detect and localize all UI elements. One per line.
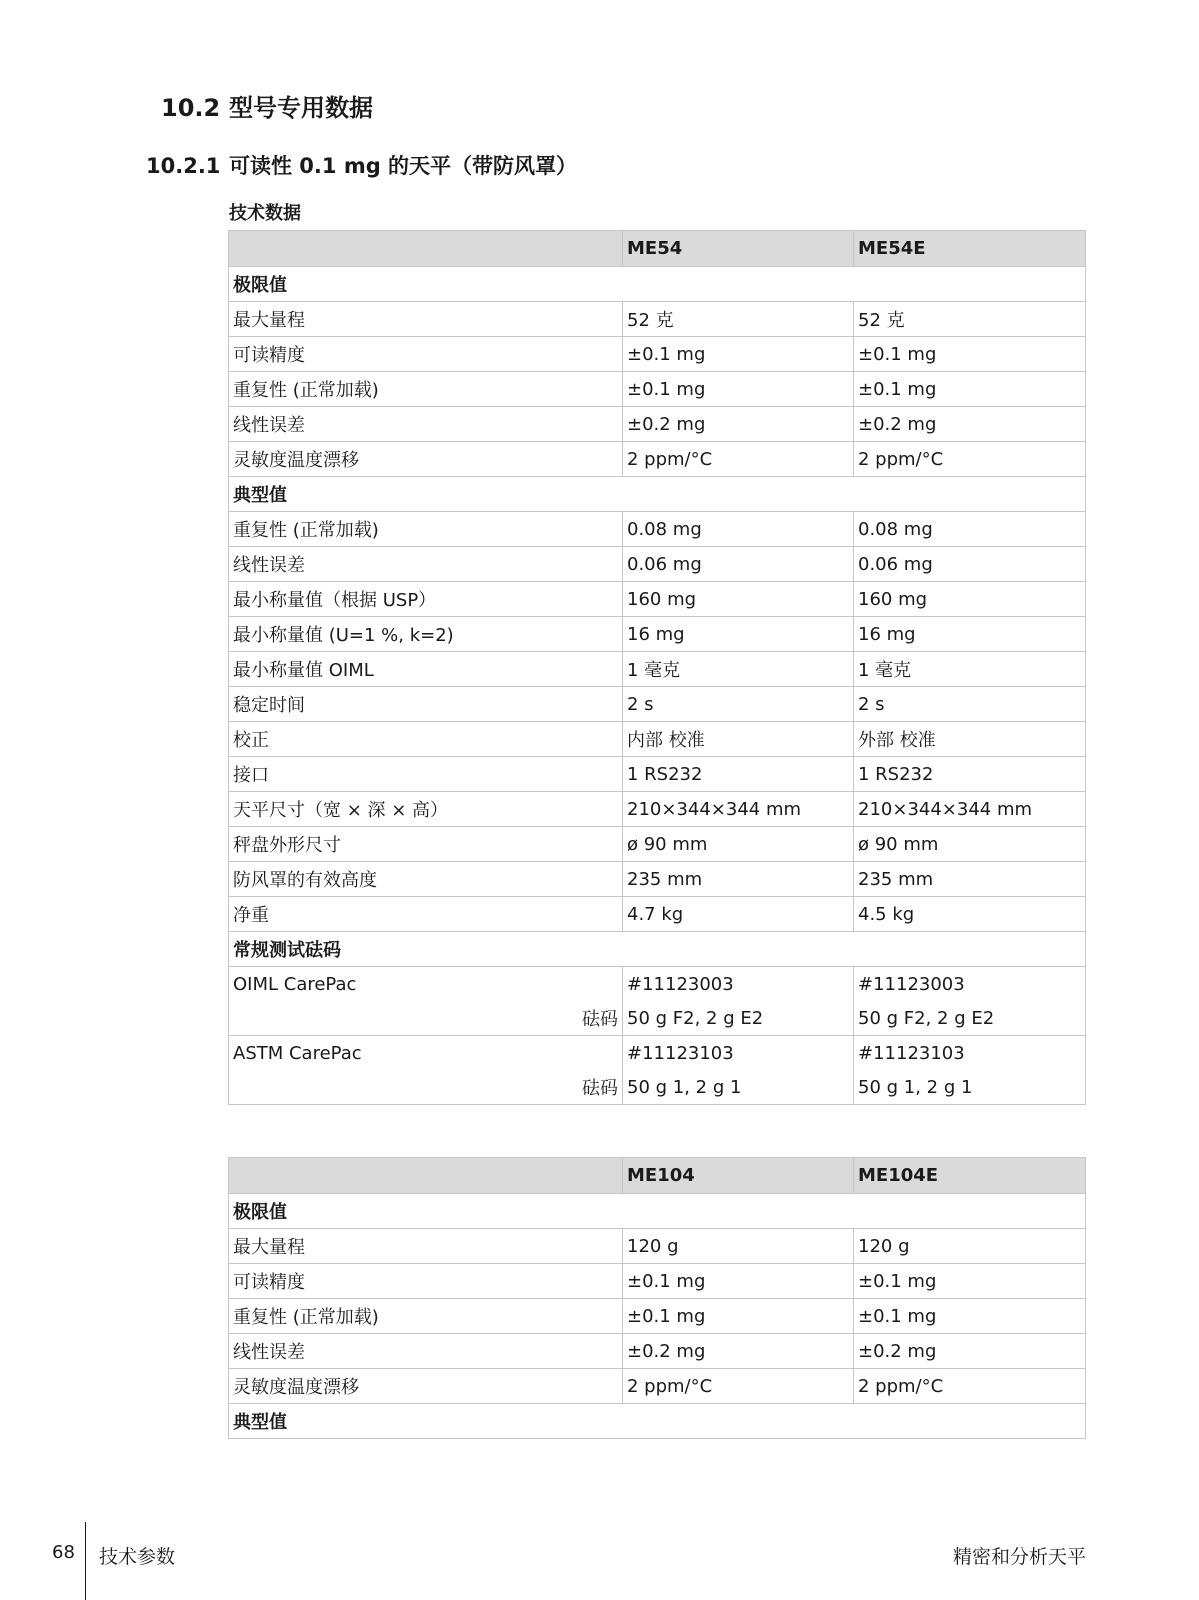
row-value: ±0.2 mg <box>623 1334 854 1369</box>
section-title: 典型值 <box>229 1404 1086 1439</box>
row-label: 灵敏度温度漂移 <box>229 442 623 477</box>
row-label: 重复性 (正常加载) <box>229 1299 623 1334</box>
row-value: 52 克 <box>854 302 1086 337</box>
row-value: 2 s <box>854 687 1086 722</box>
row-value: ±0.2 mg <box>623 407 854 442</box>
row-value: 0.06 mg <box>854 547 1086 582</box>
row-value: 16 mg <box>623 617 854 652</box>
row-label: 最小称量值 (U=1 %, k=2) <box>229 617 623 652</box>
row-value: ±0.1 mg <box>623 1264 854 1299</box>
row-value: 50 g F2, 2 g E2 <box>623 1001 854 1036</box>
section-row-test-weights <box>229 932 1086 967</box>
table-row <box>229 512 1086 547</box>
table-row <box>229 722 1086 757</box>
table-row <box>229 757 1086 792</box>
row-value: ±0.1 mg <box>854 337 1086 372</box>
table-row <box>229 862 1086 897</box>
row-label: 线性误差 <box>229 407 623 442</box>
row-sublabel: 砝码 <box>229 1070 623 1105</box>
row-value: 0.08 mg <box>854 512 1086 547</box>
section-row-typical <box>229 477 1086 512</box>
row-label: 重复性 (正常加载) <box>229 512 623 547</box>
subsection-number: 10.2.1 <box>146 154 221 178</box>
row-value: ø 90 mm <box>623 827 854 862</box>
subsection-heading-10-2-1 <box>146 150 577 180</box>
row-value: 235 mm <box>623 862 854 897</box>
row-value: 120 g <box>854 1229 1086 1264</box>
spec-table-me54 <box>228 230 1086 1105</box>
row-label: 灵敏度温度漂移 <box>229 1369 623 1404</box>
row-label: 校正 <box>229 722 623 757</box>
row-value: ±0.2 mg <box>854 407 1086 442</box>
row-label: OIML CarePac <box>229 967 623 1002</box>
row-value: 1 RS232 <box>854 757 1086 792</box>
row-label: 可读精度 <box>229 1264 623 1299</box>
row-value: 4.5 kg <box>854 897 1086 932</box>
row-sublabel: 砝码 <box>229 1001 623 1036</box>
table-row <box>229 547 1086 582</box>
row-value: ±0.1 mg <box>623 1299 854 1334</box>
footer-divider <box>85 1522 86 1600</box>
row-value: 210×344×344 mm <box>854 792 1086 827</box>
row-value: 120 g <box>623 1229 854 1264</box>
section-title: 极限值 <box>229 267 1086 302</box>
row-label: 天平尺寸（宽 × 深 × 高） <box>229 792 623 827</box>
row-value: ±0.1 mg <box>854 1264 1086 1299</box>
table-row <box>229 1264 1086 1299</box>
model-header: ME54E <box>854 231 1086 267</box>
row-value: #11123103 <box>623 1036 854 1071</box>
row-value: ±0.1 mg <box>623 372 854 407</box>
table-row <box>229 1299 1086 1334</box>
row-value: 2 ppm/°C <box>623 1369 854 1404</box>
model-header: ME104E <box>854 1158 1086 1194</box>
table-row <box>229 617 1086 652</box>
table-row <box>229 687 1086 722</box>
table-row <box>229 897 1086 932</box>
table-header-row <box>229 1158 1086 1194</box>
row-label: 秤盘外形尺寸 <box>229 827 623 862</box>
row-label: 线性误差 <box>229 1334 623 1369</box>
row-value: 235 mm <box>854 862 1086 897</box>
row-value: ±0.1 mg <box>854 1299 1086 1334</box>
row-label: 稳定时间 <box>229 687 623 722</box>
table-row <box>229 1369 1086 1404</box>
row-label: 最大量程 <box>229 1229 623 1264</box>
row-label: 线性误差 <box>229 547 623 582</box>
section-title: 型号专用数据 <box>229 94 373 122</box>
row-label: ASTM CarePac <box>229 1036 623 1071</box>
row-value: 160 mg <box>854 582 1086 617</box>
page-number: 68 <box>52 1542 75 1563</box>
row-value: 50 g 1, 2 g 1 <box>623 1070 854 1105</box>
row-value: 1 毫克 <box>854 652 1086 687</box>
table-row <box>229 652 1086 687</box>
row-value: 内部 校准 <box>623 722 854 757</box>
table-row <box>229 1229 1086 1264</box>
section-title: 典型值 <box>229 477 1086 512</box>
row-value: 0.06 mg <box>623 547 854 582</box>
footer-section: 技术参数 <box>99 1546 176 1568</box>
section-row-limits <box>229 1194 1086 1229</box>
row-value: 4.7 kg <box>623 897 854 932</box>
table-row <box>229 967 1086 1002</box>
section-number: 10.2 <box>161 94 221 122</box>
row-value: 16 mg <box>854 617 1086 652</box>
table-row <box>229 337 1086 372</box>
table-header-row <box>229 231 1086 267</box>
row-value: ±0.1 mg <box>623 337 854 372</box>
row-value: 外部 校准 <box>854 722 1086 757</box>
table-row <box>229 582 1086 617</box>
model-header: ME54 <box>623 231 854 267</box>
row-value: ø 90 mm <box>854 827 1086 862</box>
section-heading-10-2 <box>161 88 373 123</box>
row-value: 50 g F2, 2 g E2 <box>854 1001 1086 1036</box>
row-label: 最小称量值（根据 USP） <box>229 582 623 617</box>
table-row <box>229 1070 1086 1105</box>
row-label: 防风罩的有效高度 <box>229 862 623 897</box>
table-row <box>229 827 1086 862</box>
table-row <box>229 372 1086 407</box>
row-value: #11123003 <box>854 967 1086 1002</box>
section-row-limits <box>229 267 1086 302</box>
table-row <box>229 1334 1086 1369</box>
footer-doc-title: 精密和分析天平 <box>952 1546 1086 1568</box>
header-empty-cell <box>229 231 623 267</box>
row-value: 2 ppm/°C <box>854 1369 1086 1404</box>
row-value: 0.08 mg <box>623 512 854 547</box>
table-row <box>229 302 1086 337</box>
spec-table-me104 <box>228 1157 1086 1439</box>
technical-data-heading: 技术数据 <box>229 203 301 224</box>
row-value: 1 毫克 <box>623 652 854 687</box>
row-label: 最大量程 <box>229 302 623 337</box>
row-label: 可读精度 <box>229 337 623 372</box>
row-value: 210×344×344 mm <box>623 792 854 827</box>
row-value: ±0.2 mg <box>854 1334 1086 1369</box>
table-row <box>229 1001 1086 1036</box>
row-value: 160 mg <box>623 582 854 617</box>
section-title: 常规测试砝码 <box>229 932 1086 967</box>
row-value: #11123003 <box>623 967 854 1002</box>
row-label: 最小称量值 OIML <box>229 652 623 687</box>
row-value: ±0.1 mg <box>854 372 1086 407</box>
row-value: #11123103 <box>854 1036 1086 1071</box>
model-header: ME104 <box>623 1158 854 1194</box>
header-empty-cell <box>229 1158 623 1194</box>
table-row <box>229 442 1086 477</box>
row-value: 50 g 1, 2 g 1 <box>854 1070 1086 1105</box>
section-title: 极限值 <box>229 1194 1086 1229</box>
table-row <box>229 407 1086 442</box>
row-value: 52 克 <box>623 302 854 337</box>
section-row-typical <box>229 1404 1086 1439</box>
table-row <box>229 792 1086 827</box>
row-value: 2 ppm/°C <box>854 442 1086 477</box>
row-value: 2 ppm/°C <box>623 442 854 477</box>
row-label: 净重 <box>229 897 623 932</box>
row-value: 1 RS232 <box>623 757 854 792</box>
row-value: 2 s <box>623 687 854 722</box>
subsection-title: 可读性 0.1 mg 的天平（带防风罩） <box>229 154 578 178</box>
table-row <box>229 1036 1086 1071</box>
row-label: 接口 <box>229 757 623 792</box>
row-label: 重复性 (正常加载) <box>229 372 623 407</box>
